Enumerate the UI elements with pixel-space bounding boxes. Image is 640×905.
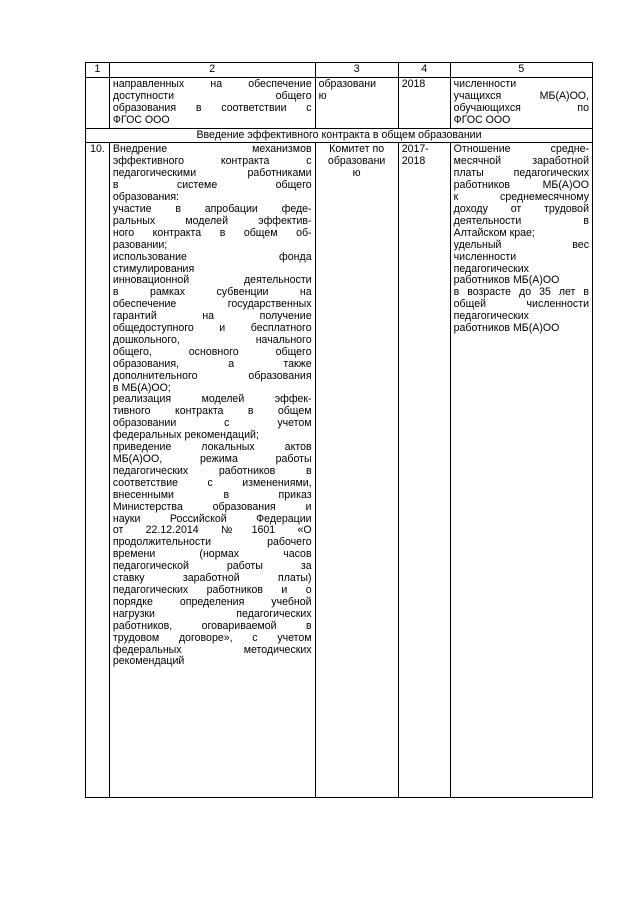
text-line: эффективного контракта с <box>112 155 312 168</box>
text-line: в системе общего <box>112 179 312 192</box>
header-row <box>86 63 593 78</box>
text-line: Комитет по <box>329 143 385 156</box>
text-line: общедоступного и бесплатного <box>112 322 312 335</box>
text-line: от 22.12.2014 №1601 «О <box>112 524 312 537</box>
cell-executor <box>315 143 398 798</box>
text-line: Министерства образования и <box>112 500 312 513</box>
text-line: педагогических работников и о <box>112 583 312 596</box>
text-line: направленных на обеспечение <box>112 77 312 90</box>
text-line: 2018 <box>401 155 426 168</box>
text-line: внесенными в приказ <box>112 488 312 501</box>
text-line: науки Российской Федерации <box>112 512 312 525</box>
text-line: ФГОС ООО <box>112 113 170 126</box>
text-line: приведение локальных актов <box>112 441 312 454</box>
text-line: ральных моделей эффектив- <box>112 214 312 227</box>
text-line: продолжительности рабочего <box>112 536 312 549</box>
cell-indicators <box>450 143 592 798</box>
text-line: доходу от трудовой <box>453 202 589 215</box>
text-line: педагогических <box>453 262 529 275</box>
text-line: платы педагогических <box>453 167 589 180</box>
text-line: МБ(А)ОО, режима работы <box>112 453 312 465</box>
text-line: деятельности в <box>453 214 589 227</box>
text-line: времени (нормах часов <box>112 548 312 561</box>
text-line: ю <box>352 167 361 180</box>
text-line: общей численности <box>453 298 589 311</box>
text-line: гарантий на получение <box>112 310 312 323</box>
text-line: численности <box>453 77 517 90</box>
text-line: общего, основного общего <box>112 345 312 358</box>
text-line: ставку заработной платы) <box>112 572 312 585</box>
section-title: Введение эффективного контракта в общем образовании <box>86 128 593 143</box>
text-line: образовани <box>327 155 386 168</box>
document-table <box>85 62 593 798</box>
text-line: образовани <box>318 77 377 90</box>
text-line: в МБ(А)ОО; <box>112 381 171 394</box>
text-line: к среднемесячному <box>453 191 589 204</box>
text-line: разовании; <box>112 238 168 251</box>
row-number: 10. <box>86 143 110 798</box>
text-line: педагогических <box>453 310 529 323</box>
text-line: образования: <box>112 191 179 204</box>
section-row <box>86 128 593 143</box>
text-line: стимулирования <box>112 262 195 275</box>
text-line: федеральных рекомендаций; <box>112 429 259 442</box>
text-line: численности <box>453 250 517 263</box>
text-line: инновационной деятельности <box>112 274 312 287</box>
text-line: порядке определения учебной <box>112 595 312 608</box>
text-line: образования, а также <box>112 357 312 370</box>
text-line: работников МБ(А)ОО <box>453 322 560 335</box>
text-line: соответствие с изменениями, <box>112 476 312 489</box>
text-line: Отношение средне- <box>453 143 589 156</box>
cell-term-continuation: 2018 <box>398 77 450 128</box>
text-line: работников МБ(А)ОО <box>453 179 589 192</box>
text-line: трудовом договоре», с учетом <box>112 631 312 644</box>
table-row-continuation <box>86 77 593 128</box>
text-line: участие в апробации феде- <box>112 202 312 215</box>
text-line: месячной заработной <box>453 155 589 168</box>
text-line: удельный вес <box>453 238 589 251</box>
header-col-1: 1 <box>86 63 110 78</box>
text-line: обеспечение государственных <box>112 298 312 311</box>
text-line: тивного контракта в общем <box>112 405 312 418</box>
cell-indicator-continuation <box>450 77 592 128</box>
text-line: 2017- <box>401 143 429 156</box>
header-col-3: 3 <box>315 63 398 78</box>
text-line: доступности общего <box>112 89 312 102</box>
cell-measure-text <box>109 143 315 798</box>
text-line: образования в соответствии с <box>112 101 312 114</box>
text-line: ного контракта в общем об- <box>112 226 312 239</box>
text-line: работников МБ(А)ОО <box>453 274 560 287</box>
text-line: в возрасте до 35 лет в <box>453 286 589 299</box>
text-line: обучающихся по <box>453 101 589 114</box>
table-row-10 <box>86 143 593 798</box>
text-line: реализация моделей эффек- <box>112 393 312 406</box>
header-col-4: 4 <box>398 63 450 78</box>
header-col-2: 2 <box>109 63 315 78</box>
text-line: дополнительного образования <box>112 369 312 382</box>
cell-term <box>398 143 450 798</box>
text-line: Внедрение механизмов <box>112 143 312 156</box>
text-line: дошкольного, начального <box>112 333 312 346</box>
text-line: федеральных методических <box>112 643 312 656</box>
text-line: рекомендаций <box>112 655 185 668</box>
text-line: учащихся МБ(А)ОО, <box>453 89 589 102</box>
text-line: нагрузки педагогических <box>112 607 312 620</box>
text-line: образовании с учетом <box>112 417 312 430</box>
text-line: использование фонда <box>112 250 312 263</box>
text-line: ю <box>318 89 327 102</box>
text-line: работников, оговариваемой в <box>112 619 312 632</box>
header-col-5: 5 <box>450 63 592 78</box>
text-line: Алтайском крае; <box>453 226 535 239</box>
text-line: ФГОС ООО <box>453 113 511 126</box>
cell-executor-continuation <box>315 77 398 128</box>
text-line: в рамках субвенции на <box>112 286 312 299</box>
text-line: педагогических работников в <box>112 464 312 477</box>
cell-num-empty <box>86 77 110 128</box>
cell-measure-continuation <box>109 77 315 128</box>
text-line: педагогической работы за <box>112 560 312 573</box>
text-line: педагогическими работниками <box>112 167 312 180</box>
